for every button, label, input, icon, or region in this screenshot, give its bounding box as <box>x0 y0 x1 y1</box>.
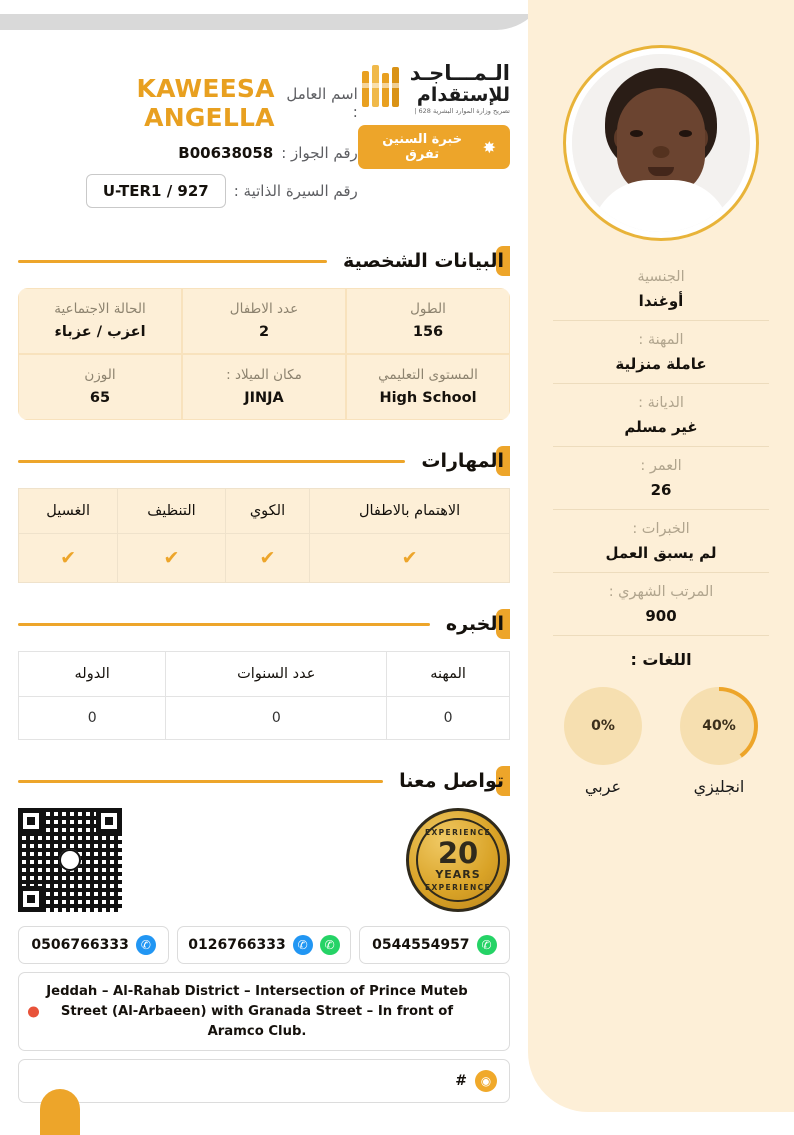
section-experience-header <box>18 609 510 639</box>
personal-key: الطول <box>410 301 446 317</box>
logo-line-1: الـمـــاجـد <box>409 61 510 85</box>
skill-value <box>310 534 510 583</box>
skill-value <box>19 534 118 583</box>
experience-badge <box>358 125 510 169</box>
section-rule <box>18 780 383 783</box>
worker-name-row <box>18 74 358 132</box>
phone-number: 0506766333 <box>31 937 129 953</box>
qr-finder-bottom-left <box>18 886 44 912</box>
language-progress-ring <box>680 687 758 765</box>
sidebar-item-value: 26 <box>650 481 672 499</box>
experience-badge-label: خبرة السنين تفرق <box>382 132 463 163</box>
sidebar <box>528 0 794 1112</box>
experience-header: المهنه <box>387 652 510 697</box>
worker-photo-frame <box>563 45 759 241</box>
experience-header: عدد السنوات <box>166 652 387 697</box>
section-experience-title: الخبره <box>445 613 504 635</box>
address-box <box>18 972 510 1051</box>
seal-bottom-text: EXPERIENCE <box>424 883 492 892</box>
personal-cell <box>182 354 346 420</box>
language-percent: 40% <box>684 691 754 761</box>
language-name: انجليزي <box>693 777 745 796</box>
language-english <box>672 687 766 796</box>
check-icon: ✔ <box>163 547 180 569</box>
logo-license: تصريح وزارة الموارد البشرية 628 | <box>414 106 510 115</box>
sidebar-item-value: 900 <box>645 607 677 625</box>
personal-key: مكان الميلاد : <box>226 367 302 383</box>
sidebar-item-label: المرتب الشهري : <box>608 584 714 600</box>
check-icon: ✔ <box>401 547 418 569</box>
cv-number-row <box>18 174 358 208</box>
section-skills-header <box>18 446 510 476</box>
personal-key: عدد الاطفال <box>229 301 299 317</box>
personal-cell <box>346 354 510 420</box>
languages-row <box>528 687 794 796</box>
skill-header: الاهتمام بالاطفال <box>310 489 510 534</box>
personal-key: الوزن <box>84 367 116 383</box>
experience-cell: 0 <box>19 697 166 740</box>
sidebar-info-list <box>528 258 794 796</box>
check-icon: ✔ <box>259 547 276 569</box>
language-progress-ring <box>564 687 642 765</box>
table-row <box>19 534 510 583</box>
sidebar-item-value: غير مسلم <box>624 418 698 436</box>
experience-cell: 0 <box>166 697 387 740</box>
seal-ring <box>416 818 500 902</box>
social-handle-box[interactable] <box>18 1059 510 1103</box>
personal-value: 65 <box>89 390 111 406</box>
personal-cell <box>18 288 182 354</box>
sidebar-item-label: الجنسية <box>637 269 685 285</box>
logo-mark-icon <box>358 63 404 115</box>
whatsapp-icon[interactable]: ✆ <box>477 935 497 955</box>
worker-name-label: اسم العامل : <box>286 85 358 121</box>
phone-numbers-row <box>18 926 510 964</box>
personal-value: High School <box>379 390 477 406</box>
sidebar-item-label: المهنة : <box>638 332 684 348</box>
section-rule <box>18 460 405 463</box>
phone-icon[interactable]: ✆ <box>293 935 313 955</box>
check-icon: ✔ <box>60 547 77 569</box>
language-name: عربي <box>584 777 622 796</box>
skill-header: التنظيف <box>118 489 226 534</box>
sidebar-item-age <box>528 447 794 509</box>
experience-seal <box>406 808 510 912</box>
contact-badges-row <box>18 808 510 912</box>
skills-table <box>18 488 510 583</box>
sidebar-item-nationality <box>528 258 794 320</box>
personal-key: الحالة الاجتماعية <box>54 301 146 317</box>
qr-code[interactable] <box>18 808 122 912</box>
divider <box>553 635 769 636</box>
qr-finder-top-left <box>18 808 44 834</box>
section-contact-header <box>18 766 510 796</box>
whatsapp-icon[interactable]: ✆ <box>320 935 340 955</box>
worker-header-fields <box>18 56 358 220</box>
seal-years: YEARS <box>435 868 481 881</box>
sidebar-item-value: عاملة منزلية <box>615 355 707 373</box>
languages-title: اللغات : <box>630 650 692 669</box>
bottom-decoration <box>40 1089 80 1135</box>
social-handle-text: # <box>455 1073 467 1090</box>
personal-value: 156 <box>412 324 444 340</box>
document-header <box>18 0 510 220</box>
sidebar-item-religion <box>528 384 794 446</box>
address-text: Jeddah – Al-Rahab District – Intersection of Prince Muteb Street (Al-Arbaeen) with Granada Street – In front of Aramco Club. <box>46 984 468 1039</box>
skill-header: الغسيل <box>19 489 118 534</box>
phone-icon[interactable]: ✆ <box>136 935 156 955</box>
section-skills-title: المهارات <box>421 450 504 472</box>
passport-label: رقم الجواز : <box>281 144 358 162</box>
language-percent: 0% <box>568 691 638 761</box>
personal-value: JINJA <box>244 390 284 406</box>
cv-number-label: رقم السيرة الذاتية : <box>233 182 358 200</box>
experience-header: الدوله <box>19 652 166 697</box>
personal-cell <box>346 288 510 354</box>
sidebar-item-experience <box>528 510 794 572</box>
worker-name-value: KAWEESA ANGELLA <box>136 74 275 132</box>
section-rule <box>18 623 430 626</box>
table-header-row <box>19 652 510 697</box>
seal-number: 20 <box>437 836 479 870</box>
section-personal-header <box>18 246 510 276</box>
phone-entry[interactable] <box>18 926 169 964</box>
sidebar-item-label: الخبرات : <box>632 521 690 537</box>
skill-value <box>225 534 309 583</box>
phone-number: 0544554957 <box>372 937 470 953</box>
sidebar-item-label: الديانة : <box>638 395 684 411</box>
experience-table <box>18 651 510 740</box>
location-pin-icon <box>28 1006 39 1017</box>
phone-number: 0126766333 <box>188 937 286 953</box>
logo-line-2: للإستقدام <box>416 84 510 107</box>
section-personal-title: البيانات الشخصية <box>343 250 504 272</box>
passport-value: B00638058 <box>178 144 274 162</box>
personal-value: 2 <box>258 324 270 340</box>
social-icon[interactable]: ◉ <box>475 1070 497 1092</box>
star-icon: ✸ <box>482 137 496 157</box>
section-contact-title: تواصل معنا <box>399 770 504 792</box>
passport-row <box>18 144 358 162</box>
sidebar-item-salary <box>528 573 794 635</box>
skill-value <box>118 534 226 583</box>
phone-entry[interactable] <box>177 926 350 964</box>
company-logo <box>358 56 510 169</box>
personal-cell <box>182 288 346 354</box>
skill-header: الكوي <box>225 489 309 534</box>
personal-cell <box>18 354 182 420</box>
sidebar-item-profession <box>528 321 794 383</box>
section-rule <box>18 260 327 263</box>
qr-finder-top-right <box>96 808 122 834</box>
sidebar-item-value: أوغندا <box>638 292 684 310</box>
personal-key: المستوى التعليمي <box>378 367 478 383</box>
language-arabic <box>556 687 650 796</box>
personal-value: اعزب / عزباء <box>54 324 146 340</box>
experience-cell: 0 <box>387 697 510 740</box>
phone-entry[interactable] <box>359 926 510 964</box>
table-header-row <box>19 489 510 534</box>
sidebar-item-value: لم يسبق العمل <box>605 544 717 562</box>
sidebar-item-label: العمر : <box>640 458 682 474</box>
cv-number-value: U-TER1 / 927 <box>86 174 226 208</box>
avatar <box>572 54 750 232</box>
personal-details-grid <box>18 288 510 420</box>
table-row <box>19 697 510 740</box>
seal-top-text: EXPERIENCE <box>424 828 492 837</box>
